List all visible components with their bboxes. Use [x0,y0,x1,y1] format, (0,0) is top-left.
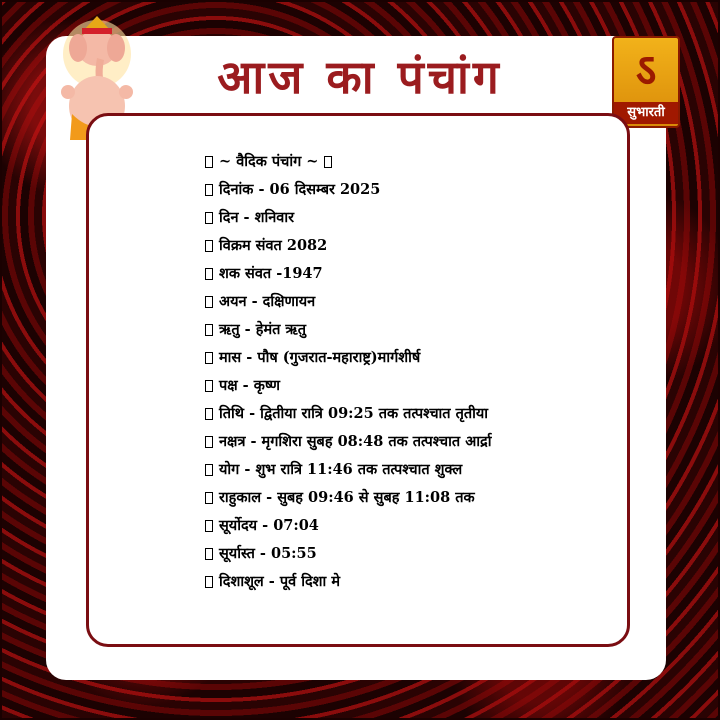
list-item: शक संवत -1947 [205,260,625,288]
page-title: आज का पंचांग [217,50,503,104]
missing-glyph-icon [205,240,213,252]
list-item: मास - पौष (गुजरात-महाराष्ट्र)मार्गशीर्ष [205,344,625,372]
list-item: दिनांक - 06 दिसम्बर 2025 [205,176,625,204]
list-item: अयन - दक्षिणायन [205,288,625,316]
missing-glyph-icon [205,520,213,532]
missing-glyph-icon [205,464,213,476]
subharti-logo [612,36,680,128]
missing-glyph-icon [205,408,213,420]
list-item: योग - शुभ रात्रि 11:46 तक तत्पश्चात शुक्ल [205,456,625,484]
missing-glyph-icon [205,156,213,168]
missing-glyph-icon [205,380,213,392]
list-item: पक्ष - कृष्ण [205,372,625,400]
list-item: राहुकाल - सुबह 09:46 से सुबह 11:08 तक [205,484,625,512]
panchang-list [205,148,625,596]
missing-glyph-icon [205,548,213,560]
missing-glyph-icon [205,268,213,280]
missing-glyph-icon [324,156,332,168]
missing-glyph-icon [205,184,213,196]
missing-glyph-icon [205,352,213,364]
missing-glyph-icon [205,576,213,588]
list-item: दिशाशूल - पूर्व दिशा मे [205,568,625,596]
logo-mark-icon: ऽ [635,45,657,96]
missing-glyph-icon [205,492,213,504]
missing-glyph-icon [205,212,213,224]
list-item: सूर्योदय - 07:04 [205,512,625,540]
list-item: दिन - शनिवार [205,204,625,232]
list-item: सूर्यास्त - 05:55 [205,540,625,568]
logo-text: सुभारती [614,102,678,124]
list-item: विक्रम संवत 2082 [205,232,625,260]
list-item: तिथि - द्वितीया रात्रि 09:25 तक तत्पश्चात तृतीया [205,400,625,428]
missing-glyph-icon [205,296,213,308]
list-item: नक्षत्र - मृगशिरा सुबह 08:48 तक तत्पश्चात आर्द्रा [205,428,625,456]
missing-glyph-icon [205,436,213,448]
panchang-heading: ~ वैदिक पंचांग ~ [205,148,625,176]
missing-glyph-icon [205,324,213,336]
list-item: ऋतु - हेमंत ऋतु [205,316,625,344]
